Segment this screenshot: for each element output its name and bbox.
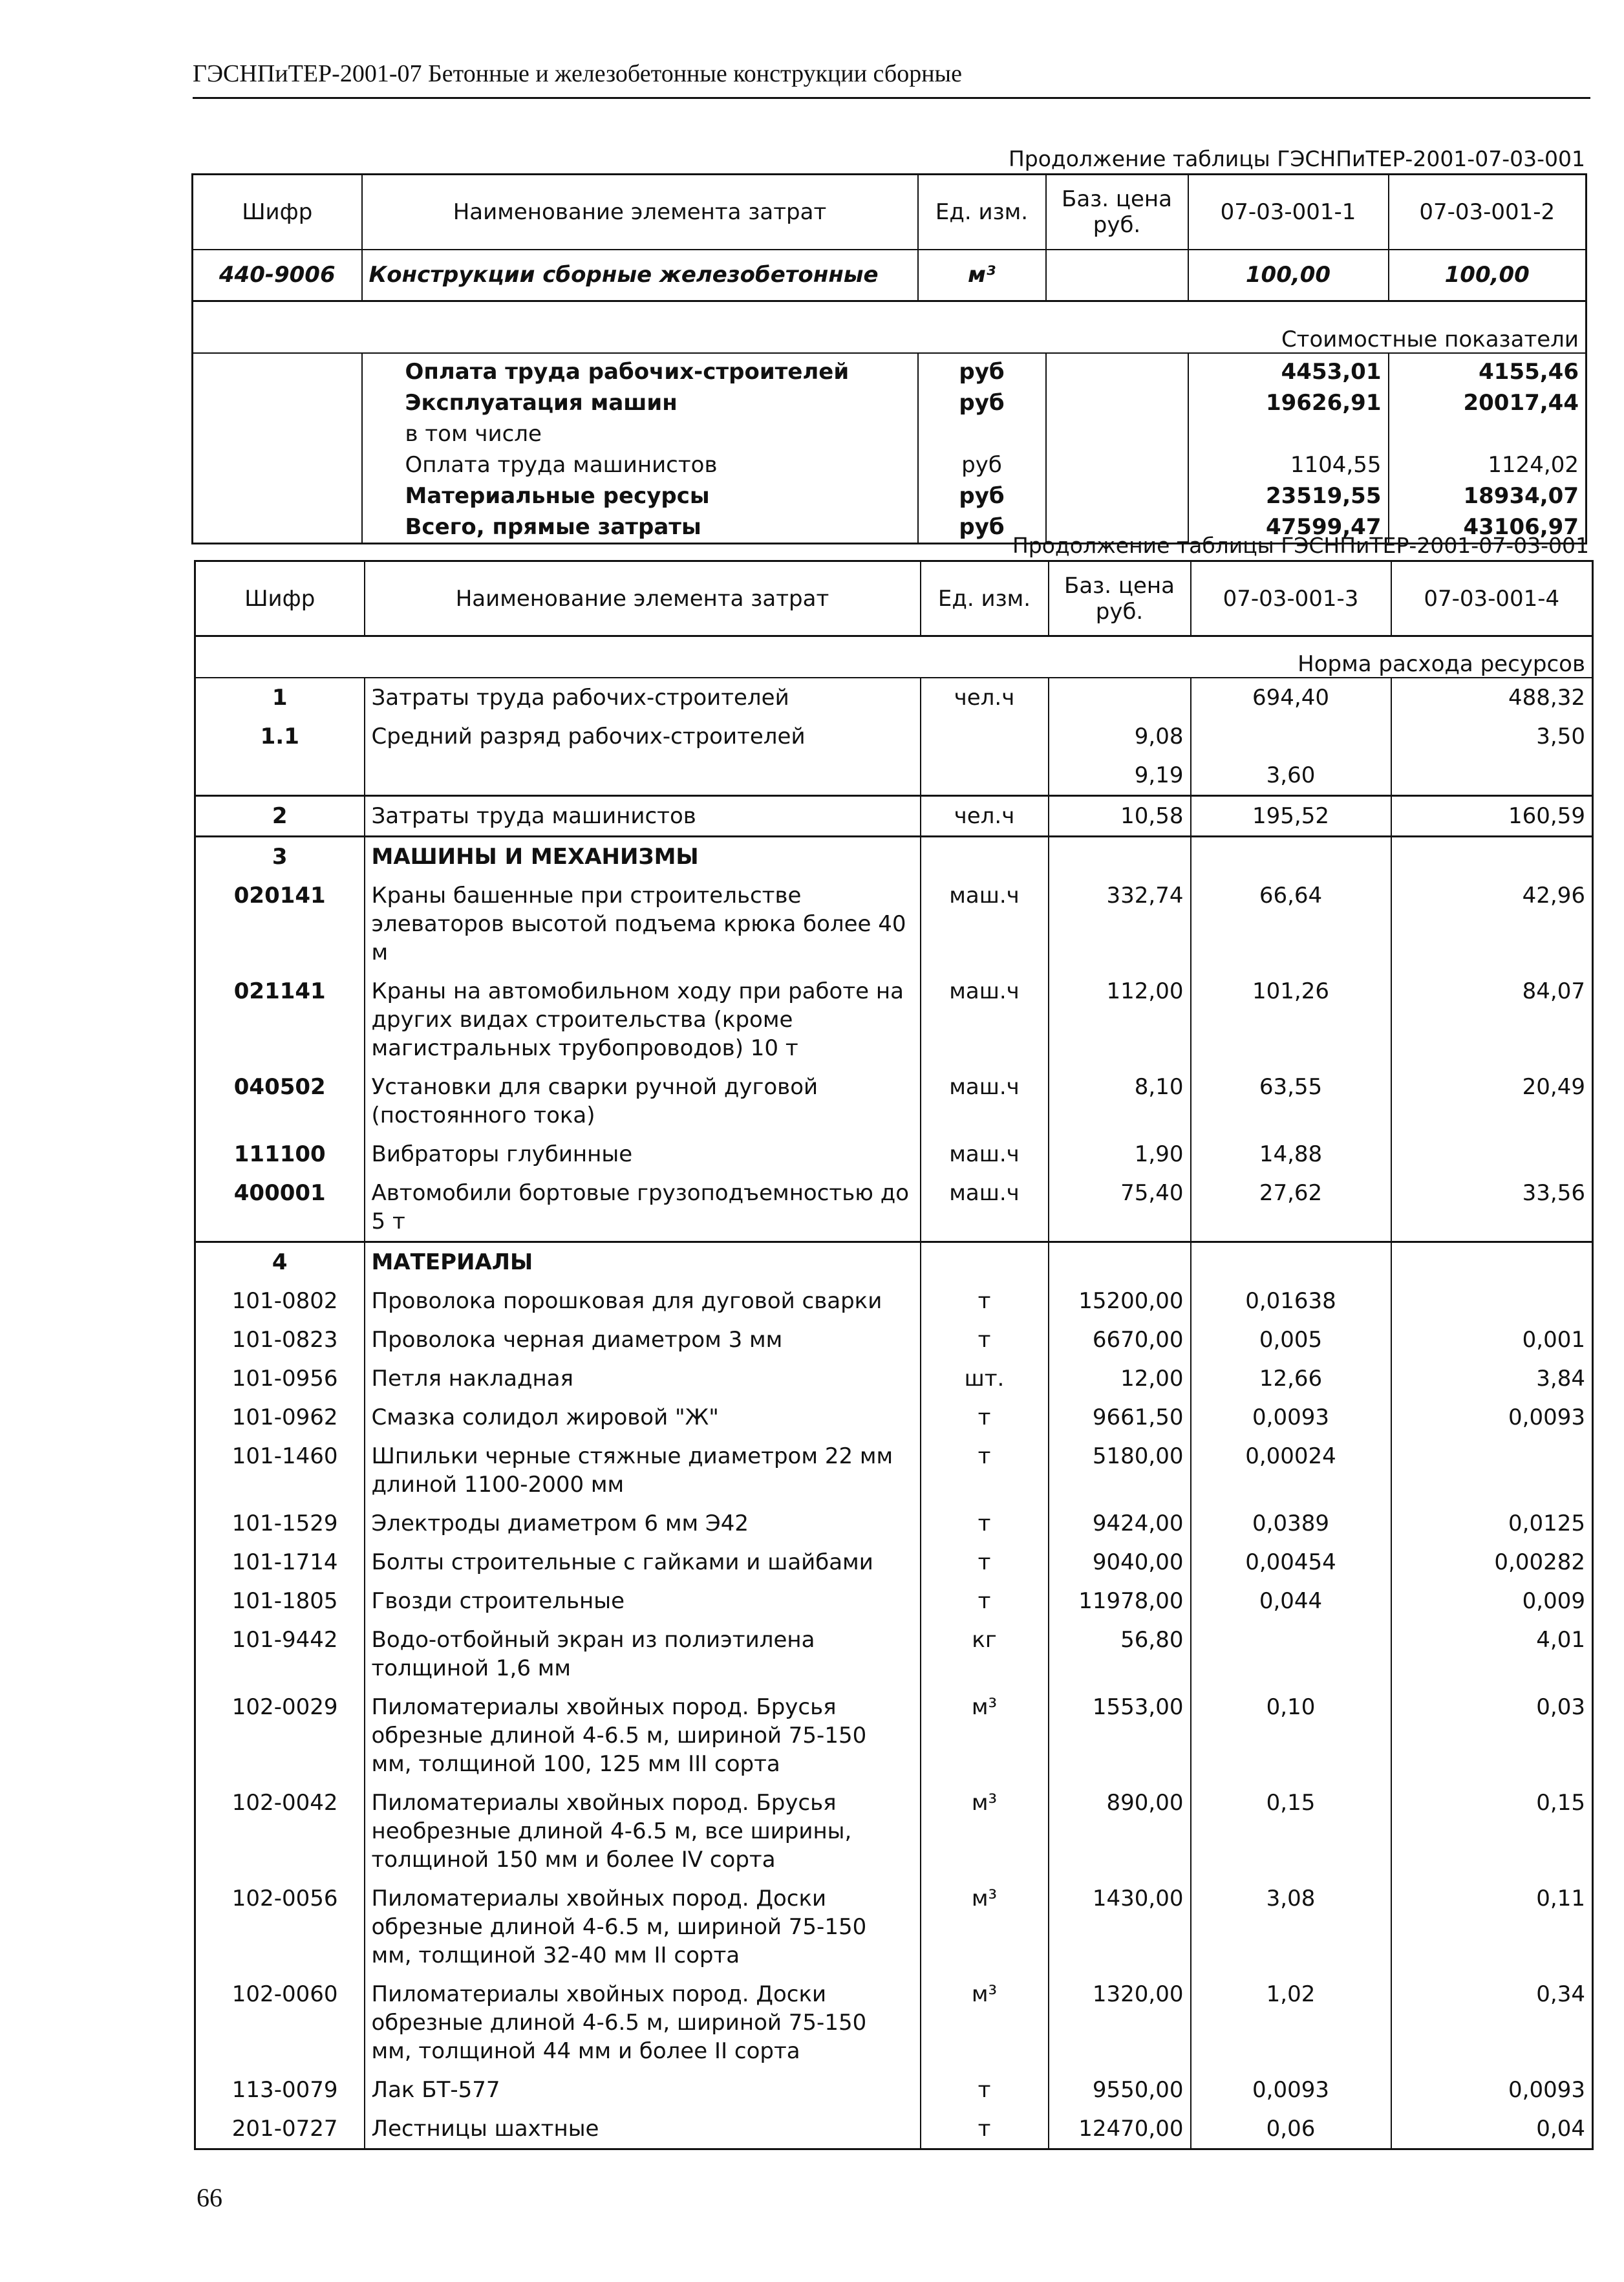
resource-name: МАШИНЫ И МЕХАНИЗМЫ <box>365 836 921 876</box>
main-resource-row <box>193 250 1587 301</box>
cost-value-1: 4453,01 <box>1188 353 1389 387</box>
page-number: 66 <box>197 2183 222 2212</box>
resource-unit: т <box>921 1398 1049 1437</box>
resource-price: 15200,00 <box>1049 1282 1191 1320</box>
main-price <box>1046 250 1188 301</box>
resource-row <box>195 1135 1593 1174</box>
resource-code: 101-0956 <box>195 1359 365 1398</box>
resource-value-4: 0,15 <box>1391 1783 1593 1879</box>
resource-value-3: 66,64 <box>1191 876 1391 972</box>
resource-value-3: 0,00454 <box>1191 1543 1391 1582</box>
resource-code: 020141 <box>195 876 365 972</box>
resource-name: Гвозди строительные <box>365 1582 921 1620</box>
resource-name: Лак БТ-577 <box>365 2071 921 2109</box>
resource-value-4: 488,32 <box>1391 678 1593 717</box>
main-value-1: 100,00 <box>1188 250 1389 301</box>
resource-name: Электроды диаметром 6 мм Э42 <box>365 1504 921 1543</box>
resource-name: Проволока порошковая для дуговой сварки <box>365 1282 921 1320</box>
resource-unit: т <box>921 1282 1049 1320</box>
cost-row <box>193 449 1587 480</box>
cost-price <box>1046 387 1188 418</box>
resource-value-4: 33,56 <box>1391 1174 1593 1242</box>
resource-name: Краны на автомобильном ходу при работе на других видах строительства (кроме магистральных трубопроводов) 10 т <box>365 972 921 1068</box>
cost-value-1 <box>1188 418 1389 449</box>
cost-row <box>193 353 1587 387</box>
resource-name: Пиломатериалы хвойных пород. Брусья необрезные длиной 4-6.5 м, все ширины, толщиной 150 мм и более IV сорта <box>365 1783 921 1879</box>
resource-code: 040502 <box>195 1068 365 1135</box>
resource-unit: м³ <box>921 1688 1049 1783</box>
resource-value-4: 0,04 <box>1391 2109 1593 2149</box>
resource-price: 890,00 <box>1049 1783 1191 1879</box>
resource-code: 101-0823 <box>195 1320 365 1359</box>
resource-code: 400001 <box>195 1174 365 1242</box>
resource-value-3: 694,40 <box>1191 678 1391 717</box>
resource-value-4: 4,01 <box>1391 1620 1593 1688</box>
resource-value-3: 0,01638 <box>1191 1282 1391 1320</box>
resource-row <box>195 678 1593 717</box>
cost-indicators-table <box>191 173 1587 544</box>
resource-row <box>195 756 1593 796</box>
resource-unit: т <box>921 2109 1049 2149</box>
header-col-1: 07-03-001-1 <box>1188 175 1389 250</box>
cost-value-2: 1124,02 <box>1389 449 1587 480</box>
resource-price: 9,19 <box>1049 756 1191 796</box>
cost-value-1: 47599,47 <box>1188 511 1389 544</box>
resource-value-3: 0,10 <box>1191 1688 1391 1783</box>
resource-value-3: 0,0093 <box>1191 2071 1391 2109</box>
resource-value-4: 0,001 <box>1391 1320 1593 1359</box>
cost-code <box>193 480 362 511</box>
resource-code: 102-0060 <box>195 1975 365 2071</box>
resource-row <box>195 1582 1593 1620</box>
resource-price: 9661,50 <box>1049 1398 1191 1437</box>
resource-code: 101-0962 <box>195 1398 365 1437</box>
resource-row <box>195 1620 1593 1688</box>
resource-name: Пиломатериалы хвойных пород. Доски обрезные длиной 4-6.5 м, шириной 75-150 мм, толщиной 32-40 мм II сорта <box>365 1879 921 1975</box>
cost-row <box>193 387 1587 418</box>
cost-price <box>1046 353 1188 387</box>
resource-code: 1.1 <box>195 717 365 756</box>
resource-name: Проволока черная диаметром 3 мм <box>365 1320 921 1359</box>
resource-value-4 <box>1391 1135 1593 1174</box>
resource-code: 201-0727 <box>195 2109 365 2149</box>
resource-value-3: 63,55 <box>1191 1068 1391 1135</box>
resource-price: 1553,00 <box>1049 1688 1191 1783</box>
header-name: Наименование элемента затрат <box>362 175 918 250</box>
cost-code <box>193 449 362 480</box>
resource-price: 12,00 <box>1049 1359 1191 1398</box>
resource-row <box>195 1543 1593 1582</box>
header-base-price: Баз. цена руб. <box>1049 561 1191 636</box>
resource-price <box>1049 1242 1191 1282</box>
header-name: Наименование элемента затрат <box>365 561 921 636</box>
cost-value-1: 23519,55 <box>1188 480 1389 511</box>
resource-value-3: 3,08 <box>1191 1879 1391 1975</box>
cost-name: Оплата труда машинистов <box>362 449 918 480</box>
main-code: 440-9006 <box>193 250 362 301</box>
resource-price: 56,80 <box>1049 1620 1191 1688</box>
header-col-2: 07-03-001-2 <box>1389 175 1587 250</box>
resource-value-3 <box>1191 717 1391 756</box>
resource-row <box>195 1975 1593 2071</box>
main-value-2: 100,00 <box>1389 250 1587 301</box>
resource-value-4: 3,84 <box>1391 1359 1593 1398</box>
resource-value-4 <box>1391 1437 1593 1504</box>
resource-code: 101-1805 <box>195 1582 365 1620</box>
resource-price: 1430,00 <box>1049 1879 1191 1975</box>
resource-unit: т <box>921 1437 1049 1504</box>
running-head: ГЭСНПиТЕР-2001-07 Бетонные и железобетонные конструкции сборные <box>193 60 962 87</box>
main-unit: м³ <box>918 250 1046 301</box>
cost-price <box>1046 418 1188 449</box>
resource-unit <box>921 717 1049 756</box>
resource-value-4: 0,0093 <box>1391 1398 1593 1437</box>
resource-value-4: 0,11 <box>1391 1879 1593 1975</box>
resource-value-4: 160,59 <box>1391 795 1593 836</box>
resource-code <box>195 756 365 796</box>
resource-value-4: 0,00282 <box>1391 1543 1593 1582</box>
resource-unit: м³ <box>921 1879 1049 1975</box>
resource-price: 9,08 <box>1049 717 1191 756</box>
resource-value-4: 0,009 <box>1391 1582 1593 1620</box>
header-rule <box>193 97 1590 99</box>
resource-row <box>195 795 1593 836</box>
resource-unit: кг <box>921 1620 1049 1688</box>
section-label-row <box>195 636 1593 678</box>
resource-value-4: 0,03 <box>1391 1688 1593 1783</box>
resource-price: 10,58 <box>1049 795 1191 836</box>
resource-value-4: 84,07 <box>1391 972 1593 1068</box>
resource-price: 11978,00 <box>1049 1582 1191 1620</box>
resource-name: Лестницы шахтные <box>365 2109 921 2149</box>
resource-value-3 <box>1191 836 1391 876</box>
resource-name: Петля накладная <box>365 1359 921 1398</box>
resource-price: 9040,00 <box>1049 1543 1191 1582</box>
cost-name: Всего, прямые затраты <box>362 511 918 544</box>
cost-price <box>1046 480 1188 511</box>
resource-name: Затраты труда машинистов <box>365 795 921 836</box>
resource-name: Пиломатериалы хвойных пород. Брусья обрезные длиной 4-6.5 м, шириной 75-150 мм, толщиной 100, 125 мм III сорта <box>365 1688 921 1783</box>
resource-price: 1,90 <box>1049 1135 1191 1174</box>
resource-value-3: 195,52 <box>1191 795 1391 836</box>
resource-row <box>195 1879 1593 1975</box>
resource-unit: т <box>921 1543 1049 1582</box>
resource-row <box>195 2071 1593 2109</box>
resource-name: Пиломатериалы хвойных пород. Доски обрезные длиной 4-6.5 м, шириной 75-150 мм, толщиной 44 мм и более II сорта <box>365 1975 921 2071</box>
resource-norms-table <box>194 560 1594 2150</box>
resource-row <box>195 717 1593 756</box>
cost-value-2: 4155,46 <box>1389 353 1587 387</box>
section-label: Стоимостные показатели <box>193 301 1587 353</box>
cost-unit: руб <box>918 353 1046 387</box>
resource-price <box>1049 836 1191 876</box>
header-code: Шифр <box>195 561 365 636</box>
cost-unit: руб <box>918 387 1046 418</box>
resource-unit: т <box>921 1504 1049 1543</box>
resource-unit: маш.ч <box>921 1068 1049 1135</box>
resource-value-3: 0,0093 <box>1191 1398 1391 1437</box>
resource-unit: т <box>921 2071 1049 2109</box>
resource-price: 8,10 <box>1049 1068 1191 1135</box>
resource-unit <box>921 756 1049 796</box>
resource-unit <box>921 836 1049 876</box>
resource-unit: маш.ч <box>921 876 1049 972</box>
resource-row <box>195 1437 1593 1504</box>
cost-unit: руб <box>918 449 1046 480</box>
section-label: Норма расхода ресурсов <box>195 636 1593 678</box>
resource-code: 101-1460 <box>195 1437 365 1504</box>
header-col-3: 07-03-001-3 <box>1191 561 1391 636</box>
resource-row <box>195 1174 1593 1242</box>
resource-unit: м³ <box>921 1783 1049 1879</box>
resource-row <box>195 1398 1593 1437</box>
resource-name: Автомобили бортовые грузоподъемностью до 5 т <box>365 1174 921 1242</box>
resource-row <box>195 1504 1593 1543</box>
cost-row <box>193 418 1587 449</box>
resource-unit: т <box>921 1582 1049 1620</box>
resource-price <box>1049 678 1191 717</box>
resource-code: 102-0056 <box>195 1879 365 1975</box>
cost-name: Эксплуатация машин <box>362 387 918 418</box>
resource-code: 102-0042 <box>195 1783 365 1879</box>
resource-unit: маш.ч <box>921 972 1049 1068</box>
cost-code <box>193 418 362 449</box>
resource-name: Затраты труда рабочих-строителей <box>365 678 921 717</box>
cost-value-2 <box>1389 418 1587 449</box>
resource-code: 2 <box>195 795 365 836</box>
header-unit: Ед. изм. <box>921 561 1049 636</box>
resource-code: 101-0802 <box>195 1282 365 1320</box>
header-base-price: Баз. цена руб. <box>1046 175 1188 250</box>
resource-row <box>195 1242 1593 1282</box>
resource-unit: чел.ч <box>921 795 1049 836</box>
cost-value-2: 18934,07 <box>1389 480 1587 511</box>
resource-unit: шт. <box>921 1359 1049 1398</box>
table2-header-row <box>195 561 1593 636</box>
resource-value-4: 0,34 <box>1391 1975 1593 2071</box>
resource-value-3: 0,15 <box>1191 1783 1391 1879</box>
resource-price: 5180,00 <box>1049 1437 1191 1504</box>
resource-unit: м³ <box>921 1975 1049 2071</box>
cost-price <box>1046 449 1188 480</box>
resource-price: 1320,00 <box>1049 1975 1191 2071</box>
resource-price: 9550,00 <box>1049 2071 1191 2109</box>
resource-value-4: 0,0093 <box>1391 2071 1593 2109</box>
resource-unit: чел.ч <box>921 678 1049 717</box>
resource-row <box>195 1068 1593 1135</box>
resource-code: 021141 <box>195 972 365 1068</box>
resource-value-3: 3,60 <box>1191 756 1391 796</box>
resource-name: Шпильки черные стяжные диаметром 22 мм длиной 1100-2000 мм <box>365 1437 921 1504</box>
resource-row <box>195 836 1593 876</box>
resource-price: 112,00 <box>1049 972 1191 1068</box>
resource-value-4: 0,0125 <box>1391 1504 1593 1543</box>
resource-code: 1 <box>195 678 365 717</box>
resource-code: 102-0029 <box>195 1688 365 1783</box>
resource-code: 4 <box>195 1242 365 1282</box>
resource-price: 9424,00 <box>1049 1504 1191 1543</box>
resource-value-3: 14,88 <box>1191 1135 1391 1174</box>
resource-name: Болты строительные с гайками и шайбами <box>365 1543 921 1582</box>
resource-row <box>195 1783 1593 1879</box>
header-code: Шифр <box>193 175 362 250</box>
resource-value-4 <box>1391 1242 1593 1282</box>
cost-row <box>193 480 1587 511</box>
resource-row <box>195 876 1593 972</box>
resource-value-3: 101,26 <box>1191 972 1391 1068</box>
cost-value-1: 19626,91 <box>1188 387 1389 418</box>
resource-price: 6670,00 <box>1049 1320 1191 1359</box>
resource-row <box>195 1688 1593 1783</box>
resource-name: Средний разряд рабочих-строителей <box>365 717 921 756</box>
cost-value-1: 1104,55 <box>1188 449 1389 480</box>
resource-unit: маш.ч <box>921 1174 1049 1242</box>
resource-row <box>195 1320 1593 1359</box>
resource-code: 111100 <box>195 1135 365 1174</box>
resource-value-4 <box>1391 836 1593 876</box>
resource-code: 101-1714 <box>195 1543 365 1582</box>
resource-price: 332,74 <box>1049 876 1191 972</box>
resource-value-3: 12,66 <box>1191 1359 1391 1398</box>
resource-price: 12470,00 <box>1049 2109 1191 2149</box>
resource-name: Водо-отбойный экран из полиэтилена толщиной 1,6 мм <box>365 1620 921 1688</box>
resource-name: Установки для сварки ручной дуговой (постоянного тока) <box>365 1068 921 1135</box>
resource-value-3 <box>1191 1620 1391 1688</box>
resource-value-3 <box>1191 1242 1391 1282</box>
table1-header-row <box>193 175 1587 250</box>
resource-price: 75,40 <box>1049 1174 1191 1242</box>
cost-unit: руб <box>918 511 1046 544</box>
resource-name: Краны башенные при строительстве элеваторов высотой подъема крюка более 40 м <box>365 876 921 972</box>
resource-value-3: 0,005 <box>1191 1320 1391 1359</box>
cost-name: Оплата труда рабочих-строителей <box>362 353 918 387</box>
table1-continuation-caption: Продолжение таблицы ГЭСНПиТЕР-2001-07-03-001 <box>1008 146 1585 171</box>
cost-name: в том числе <box>362 418 918 449</box>
resource-value-3: 0,0389 <box>1191 1504 1391 1543</box>
resource-unit: т <box>921 1320 1049 1359</box>
resource-value-3: 0,044 <box>1191 1582 1391 1620</box>
resource-row <box>195 1359 1593 1398</box>
resource-row <box>195 972 1593 1068</box>
resource-unit: маш.ч <box>921 1135 1049 1174</box>
resource-value-4: 3,50 <box>1391 717 1593 756</box>
resource-value-3: 0,00024 <box>1191 1437 1391 1504</box>
cost-value-2: 43106,97 <box>1389 511 1587 544</box>
resource-value-3: 0,06 <box>1191 2109 1391 2149</box>
header-col-4: 07-03-001-4 <box>1391 561 1593 636</box>
cost-code <box>193 353 362 387</box>
resource-code: 113-0079 <box>195 2071 365 2109</box>
resource-unit <box>921 1242 1049 1282</box>
cost-unit: руб <box>918 480 1046 511</box>
table2-continuation-caption: Продолжение таблицы ГЭСНПиТЕР-2001-07-03-001 <box>1012 533 1589 558</box>
resource-row <box>195 2109 1593 2149</box>
resource-value-4: 20,49 <box>1391 1068 1593 1135</box>
resource-name <box>365 756 921 796</box>
resource-value-4: 42,96 <box>1391 876 1593 972</box>
cost-name: Материальные ресурсы <box>362 480 918 511</box>
resource-name: МАТЕРИАЛЫ <box>365 1242 921 1282</box>
resource-code: 101-9442 <box>195 1620 365 1688</box>
resource-code: 3 <box>195 836 365 876</box>
resource-code: 101-1529 <box>195 1504 365 1543</box>
main-name: Конструкции сборные железобетонные <box>362 250 918 301</box>
resource-row <box>195 1282 1593 1320</box>
resource-name: Смазка солидол жировой "Ж" <box>365 1398 921 1437</box>
resource-value-4 <box>1391 1282 1593 1320</box>
resource-name: Вибраторы глубинные <box>365 1135 921 1174</box>
cost-value-2: 20017,44 <box>1389 387 1587 418</box>
resource-value-3: 27,62 <box>1191 1174 1391 1242</box>
cost-code <box>193 387 362 418</box>
header-unit: Ед. изм. <box>918 175 1046 250</box>
cost-unit <box>918 418 1046 449</box>
section-label-row <box>193 301 1587 353</box>
resource-value-4 <box>1391 756 1593 796</box>
resource-value-3: 1,02 <box>1191 1975 1391 2071</box>
